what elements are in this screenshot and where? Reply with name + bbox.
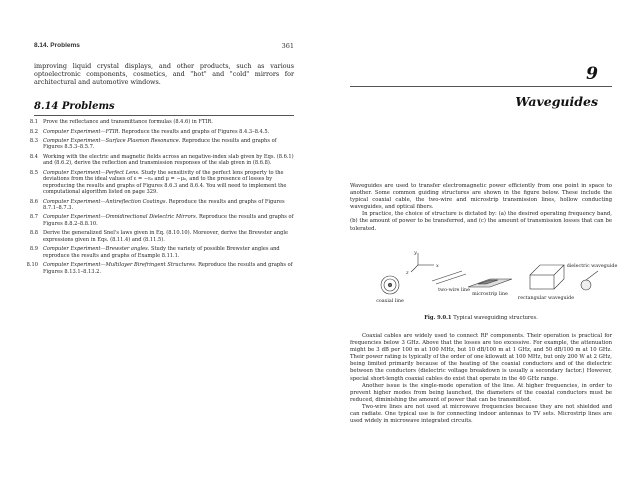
problem-list <box>22 119 296 278</box>
paragraph: Another issue is the single-mode operation of the line. At higher frequencies, in order to prevent higher modes from being launched, the diameters of the coaxial conductors must be reduced, diminishing the amount of power that can be transmitted. <box>350 382 612 403</box>
chapter-number: 9 <box>586 64 598 84</box>
label-dielectric: dielectric waveguide <box>566 264 618 269</box>
problem-item <box>22 129 296 135</box>
problem-item <box>22 246 296 259</box>
problem-number: 8.1 <box>29 119 38 125</box>
problem-text: Prove the reflectance and transmittance formulas (8.4.6) in FTIR. <box>43 119 213 125</box>
axis-label-z: z <box>406 270 409 276</box>
problem-item <box>22 262 296 275</box>
chapter-rule <box>350 86 612 87</box>
problem-item <box>22 154 296 167</box>
label-two-wire: two-wire line <box>438 288 470 293</box>
running-head-section: 8.14. Problems <box>34 42 80 49</box>
problem-number: 8.10 <box>26 262 38 269</box>
problem-item <box>22 230 296 243</box>
problem-number: 8.6 <box>29 198 38 205</box>
problem-text: Working with the electric and magnetic fields across an negative-index slab given by Eqs. (8.6.1) and (8.6.2), derive the reflection and transmission responses of the slab given in (8.6.8). <box>43 153 294 167</box>
problem-number: 8.5 <box>29 169 38 176</box>
label-rectangular: rectangular waveguide <box>517 296 575 301</box>
chapter-title: Waveguides <box>515 94 598 109</box>
intro-paragraph: improving liquid crystal displays, and other products, such as various optoelectronic components, cosmetics, and "hot" and "cold" mirrors for architectural and automotive windows. <box>34 62 294 87</box>
problem-item <box>22 214 296 227</box>
coax-inner <box>388 283 392 287</box>
figure-caption <box>350 315 612 321</box>
problem-text: Computer Experiment—Brewster angles. Study the variety of possible Brewster angles and reproduce the results and graphs of Example 8.11.1. <box>43 246 280 259</box>
problem-item <box>22 170 296 196</box>
problem-number: 8.9 <box>29 246 38 253</box>
axis-label-x: x <box>436 263 439 269</box>
z-axis-line <box>411 265 418 272</box>
problem-text: Computer Experiment—FTIR. Reproduce the results and graphs of Figures 8.4.3–8.4.5. <box>43 128 270 135</box>
problem-text: Derive the generalized Snel's laws given in Eq. (8.10.10). Moreover, derive the Brewster angle expressions given in Eqs. (8.11.4) and (8.11.5). <box>43 230 289 243</box>
right-page <box>320 0 640 495</box>
problem-number: 8.8 <box>29 230 38 237</box>
label-coaxial: coaxial line <box>376 299 404 304</box>
paragraph: Waveguides are used to transfer electromagnetic power efficiently from one point in space to another. Some common guiding structures are shown in the figure below. These include the typical coaxial cable, the two-wire and microstrip transmission lines, hollow conducting waveguides, and optical fibers. <box>350 183 612 211</box>
waveguide-figure <box>350 247 618 309</box>
section-heading: 8.14 Problems <box>34 101 115 112</box>
problem-number: 8.3 <box>29 138 38 144</box>
body-text-top <box>350 183 612 233</box>
caption-number: Fig. 9.0.1 <box>424 315 452 321</box>
problem-text: Computer Experiment—Perfect Lens. Study the sensitivity of the perfect lens property to the deviations from the ideal values of ε = −ε₀ and μ = −μ₀, and to the presence of losses by reproducing the results and graphs of Figures 8.6.3 and 8.6.4. You will need to implement the computational algorithm listed on page 329. <box>43 169 287 196</box>
problem-item <box>22 138 296 151</box>
heading-rule <box>34 115 294 116</box>
paragraph: Two-wire lines are not used at microwave frequencies because they are not shielded and can radiate. One typical use is for connecting indoor antennas to TV sets. Microstrip lines are used widely in microwave integrated circuits. <box>350 403 612 425</box>
problem-item <box>22 119 296 125</box>
paragraph: In practice, the choice of structure is dictated by: (a) the desired operating frequency band, (b) the amount of power to be transferred, and (c) the amount of transmission losses that can be tolerated. <box>350 211 612 232</box>
page-number: 361 <box>281 42 294 50</box>
axis-label-y: y <box>414 250 417 256</box>
problem-number: 8.4 <box>29 153 38 160</box>
problem-text: Computer Experiment—Omnidirectional Dielectric Mirrors. Reproduce the results and graphs of Figures 8.8.2–8.8.10. <box>43 214 294 227</box>
problem-text: Computer Experiment—Surface Plasmon Resonance. Reproduce the results and graphs of Figures 8.5.3–8.5.7. <box>43 138 277 151</box>
caption-text: Typical waveguiding structures. <box>453 315 538 321</box>
problem-number: 8.7 <box>29 214 38 221</box>
problem-text: Computer Experiment—Antireflection Coatings. Reproduce the results and graphs of Figures 8.7.1–8.7.3. <box>43 198 285 211</box>
body-text-bottom <box>350 333 612 425</box>
problem-item <box>22 199 296 212</box>
paragraph: Coaxial cables are widely used to connect RF components. Their operation is practical for frequencies below 3 GHz. Above that the losses are too excessive. For example, the attenuation might be 3 dB per 100 m at 100 MHz, but 10 dB/100 m at 1 GHz, and 50 dB/100 m at 10 GHz. Their power rating is typically of the order of one kilowatt at 100 MHz, but only 200 W at 2 GHz, being limited primarily because of the heating of the coaxial conductors and of the dielectric between the conductors (dielectric voltage breakdown is usually a secondary factor.) However, special short-length coaxial cables do exist that operate in the 40 GHz range. <box>350 333 612 382</box>
problem-number: 8.2 <box>29 128 38 135</box>
label-microstrip: microstrip line <box>472 292 508 297</box>
problem-text: Computer Experiment—Multilayer Birefringent Structures. Reproduce the results and graphs of Figures 8.13.1–8.13.2. <box>43 262 293 275</box>
